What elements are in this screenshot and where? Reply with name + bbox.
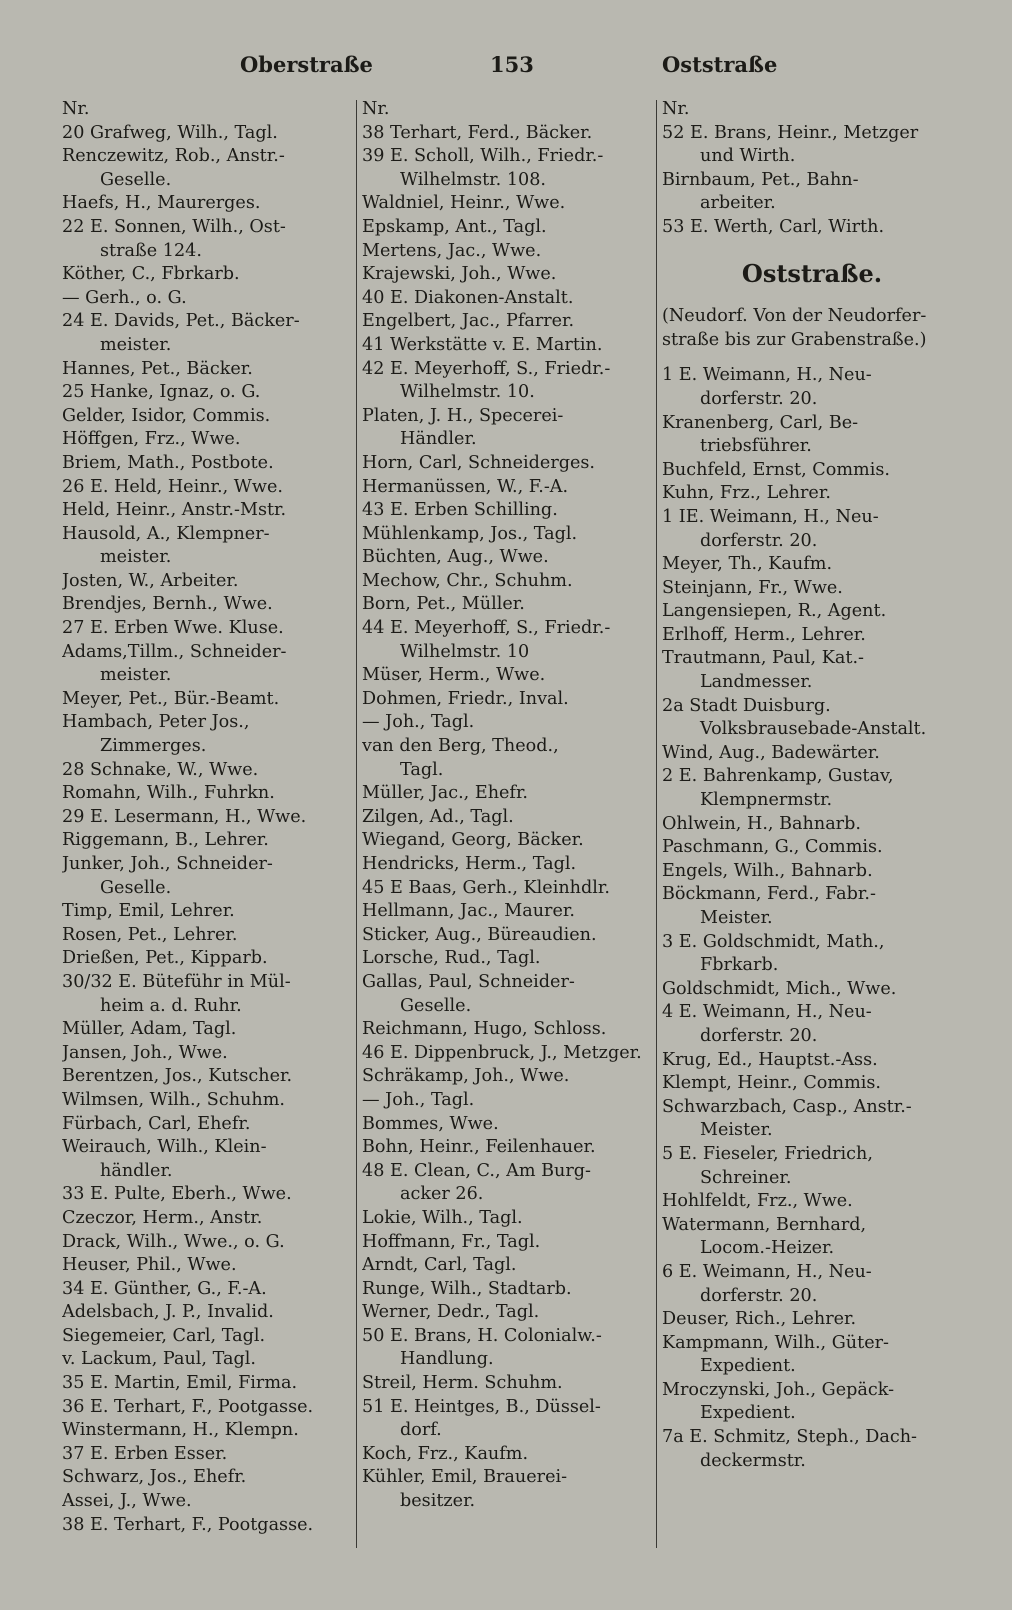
directory-entry-line: Berentzen, Jos., Kutscher. xyxy=(62,1066,293,1087)
directory-entry-line: 50 E. Brans, H. Colonialw.- xyxy=(362,1325,602,1346)
directory-entry-line: Hohlfeldt, Frz., Wwe. xyxy=(662,1191,853,1212)
directory-entry-line: Zilgen, Ad., Tagl. xyxy=(362,806,514,827)
directory-entry-line: Adelsbach, J. P., Invalid. xyxy=(62,1302,274,1323)
directory-entry-line: Meyer, Pet., Bür.-Beamt. xyxy=(62,688,280,709)
directory-entry-line: meister. xyxy=(100,547,172,568)
directory-entry-line: straße 124. xyxy=(100,240,202,261)
directory-entry-line: Drießen, Pet., Kipparb. xyxy=(62,948,268,969)
directory-entry-line: Mroczynski, Joh., Gepäck- xyxy=(662,1379,895,1400)
directory-entry-line: 51 E. Heintges, B., Düssel- xyxy=(362,1396,601,1417)
directory-entry-line: Köther, C., Fbrkarb. xyxy=(62,264,240,285)
directory-entry-line: Händler. xyxy=(400,429,477,450)
directory-entry-line: Handlung. xyxy=(400,1349,494,1370)
directory-entry-line: Mechow, Chr., Schuhm. xyxy=(362,570,573,591)
directory-entry-line: Renczewitz, Rob., Anstr.- xyxy=(62,146,285,167)
directory-entry-line: Mühlenkamp, Jos., Tagl. xyxy=(362,523,578,544)
directory-entry-line: Winstermann, H., Klempn. xyxy=(62,1420,299,1441)
directory-entry-line: Siegemeier, Carl, Tagl. xyxy=(62,1325,266,1346)
directory-entry-line: 28 Schnake, W., Wwe. xyxy=(62,759,259,780)
directory-entry-line: Müller, Jac., Ehefr. xyxy=(362,783,529,804)
directory-entry-line: Zimmerges. xyxy=(100,736,207,757)
directory-entry-line: Runge, Wilh., Stadtarb. xyxy=(362,1278,572,1299)
directory-entry-line: 53 E. Werth, Carl, Wirth. xyxy=(662,216,885,237)
directory-entry-line: Büchten, Aug., Wwe. xyxy=(362,547,549,568)
directory-entry-line: 30/32 E. Büteführ in Mül- xyxy=(62,971,291,992)
directory-entry-line: Buchfeld, Ernst, Commis. xyxy=(662,459,890,480)
directory-entry-line: Josten, W., Arbeiter. xyxy=(62,570,239,591)
directory-entry-line: Locom.-Heizer. xyxy=(700,1238,835,1259)
directory-entry-line: Goldschmidt, Mich., Wwe. xyxy=(662,978,897,999)
directory-entry-line: 48 E. Clean, C., Am Burg- xyxy=(362,1160,591,1181)
street-section-title: Oststraße. xyxy=(741,258,883,288)
directory-entry-line: Kühler, Emil, Brauerei- xyxy=(362,1467,568,1488)
directory-entry-line: Krug, Ed., Hauptst.-Ass. xyxy=(662,1049,878,1070)
directory-entry-line: Rosen, Pet., Lehrer. xyxy=(62,924,238,945)
directory-entry-line: Wilhelmstr. 10 xyxy=(400,641,530,662)
directory-entry-line: Gallas, Paul, Schneider- xyxy=(362,971,575,992)
directory-entry-line: Kampmann, Wilh., Güter- xyxy=(662,1332,889,1353)
directory-entry-line: Meyer, Th., Kaufm. xyxy=(662,554,833,575)
directory-entry-line: Nr. xyxy=(362,99,390,119)
directory-entry-line: dorferstr. 20. xyxy=(700,530,818,551)
directory-entry-line: Briem, Math., Postbote. xyxy=(62,452,274,473)
directory-entry-line: Arndt, Carl, Tagl. xyxy=(362,1255,517,1276)
directory-entry-line: Riggemann, B., Lehrer. xyxy=(62,830,269,851)
directory-entry-line: Langensiepen, R., Agent. xyxy=(662,601,887,622)
directory-entry-line: meister. xyxy=(100,334,172,355)
directory-entry-line: Dohmen, Friedr., Inval. xyxy=(362,688,569,709)
directory-entry-line: Timp, Emil, Lehrer. xyxy=(62,901,235,922)
directory-entry-line: 52 E. Brans, Heinr., Metzger xyxy=(662,122,919,143)
directory-entry-line: Müller, Adam, Tagl. xyxy=(62,1019,237,1040)
directory-entry-line: 6 E. Weimann, H., Neu- xyxy=(662,1261,872,1282)
directory-entry-line: Deuser, Rich., Lehrer. xyxy=(662,1309,857,1330)
directory-entry-line: 2a Stadt Duisburg. xyxy=(662,695,831,716)
directory-entry-line: Haefs, H., Maurerges. xyxy=(62,193,261,214)
directory-entry-line: dorf. xyxy=(400,1420,442,1441)
directory-entry-line: 35 E. Martin, Emil, Firma. xyxy=(62,1373,298,1394)
directory-entry-line: Schwarzbach, Casp., Anstr.- xyxy=(662,1096,912,1117)
directory-entry-line: 24 E. Davids, Pet., Bäcker- xyxy=(62,311,300,332)
directory-entry-line: 26 E. Held, Heinr., Wwe. xyxy=(62,476,283,497)
directory-entry-line: Drack, Wilh., Wwe., o. G. xyxy=(62,1231,285,1252)
directory-entry-line: heim a. d. Ruhr. xyxy=(100,995,242,1016)
directory-entry-line: 43 E. Erben Schilling. xyxy=(362,500,558,521)
directory-entry-line: dorferstr. 20. xyxy=(700,1285,818,1306)
directory-entry-line: Hausold, A., Klempner- xyxy=(62,523,270,544)
directory-entry-line: Geselle. xyxy=(400,995,472,1016)
directory-entry-line: meister. xyxy=(100,665,172,686)
directory-entry-line: 4 E. Weimann, H., Neu- xyxy=(662,1002,872,1023)
directory-entry-line: Watermann, Bernhard, xyxy=(662,1214,867,1235)
directory-entry-line: Schräkamp, Joh., Wwe. xyxy=(362,1066,570,1087)
directory-entry-line: Reichmann, Hugo, Schloss. xyxy=(362,1019,607,1040)
directory-entry-line: Heuser, Phil., Wwe. xyxy=(62,1255,237,1276)
directory-entry-line: Geselle. xyxy=(100,877,172,898)
directory-entry-line: Wilhelmstr. 108. xyxy=(400,169,547,190)
directory-entry-line: Held, Heinr., Anstr.-Mstr. xyxy=(62,500,287,521)
directory-entry-line: Fbrkarb. xyxy=(700,955,779,976)
page-header xyxy=(0,52,1012,86)
directory-entry-line: 38 E. Terhart, F., Pootgasse. xyxy=(62,1514,314,1535)
header-right-street: Oststraße xyxy=(662,52,778,77)
header-left-street: Oberstraße xyxy=(240,52,373,77)
directory-entry-line: 38 Terhart, Ferd., Bäcker. xyxy=(362,122,593,143)
directory-entry-line: Klempnermstr. xyxy=(700,790,833,811)
directory-entry-line: Czeczor, Herm., Anstr. xyxy=(62,1207,263,1228)
directory-entry-line: Bohn, Heinr., Feilenhauer. xyxy=(362,1137,596,1158)
directory-entry-line: Epskamp, Ant., Tagl. xyxy=(362,216,547,237)
directory-entry-line: Lokie, Wilh., Tagl. xyxy=(362,1207,523,1228)
directory-entry-line: Trautmann, Paul, Kat.- xyxy=(662,648,864,669)
directory-entry-line: Weirauch, Wilh., Klein- xyxy=(62,1137,267,1158)
directory-entry-line: 36 E. Terhart, F., Pootgasse. xyxy=(62,1396,314,1417)
directory-entry-line: und Wirth. xyxy=(700,146,796,167)
directory-entry-line: Koch, Frz., Kaufm. xyxy=(362,1443,529,1464)
directory-entry-line: Adams,Tillm., Schneider- xyxy=(62,641,287,662)
directory-entry-line: Hambach, Peter Jos., xyxy=(62,712,250,733)
directory-entry-line: Platen, J. H., Specerei- xyxy=(362,405,564,426)
directory-entry-line: Müser, Herm., Wwe. xyxy=(362,665,546,686)
directory-entry-line: 29 E. Lesermann, H., Wwe. xyxy=(62,806,307,827)
directory-entry-line: Gelder, Isidor, Commis. xyxy=(62,405,271,426)
directory-entry-line: arbeiter. xyxy=(700,193,776,214)
column-middle xyxy=(362,98,662,1514)
directory-entry-line: dorferstr. 20. xyxy=(700,388,818,409)
directory-entry-line: Waldniel, Heinr., Wwe. xyxy=(362,193,566,214)
directory-entry-line: Landmesser. xyxy=(700,672,813,693)
directory-entry-line: Jansen, Joh., Wwe. xyxy=(62,1042,228,1063)
directory-entry-line: Sticker, Aug., Büreaudien. xyxy=(362,924,597,945)
directory-entry-line: Paschmann, G., Commis. xyxy=(662,837,883,858)
directory-entry-line: Nr. xyxy=(62,99,90,119)
directory-entry-line: acker 26. xyxy=(400,1184,484,1205)
directory-entry-line: Geselle. xyxy=(100,169,172,190)
directory-entry-line: Wind, Aug., Badewärter. xyxy=(662,742,880,763)
directory-entry-line: Assei, J., Wwe. xyxy=(62,1491,192,1512)
page-number: 153 xyxy=(490,52,534,77)
directory-entry-line: van den Berg, Theod., xyxy=(362,736,559,757)
directory-entry-line: 1 E. Weimann, H., Neu- xyxy=(662,365,872,386)
directory-entry-line: Kuhn, Frz., Lehrer. xyxy=(662,483,831,504)
directory-entry-line: Steinjann, Fr., Wwe. xyxy=(662,577,843,598)
directory-entry-line: Horn, Carl, Schneiderges. xyxy=(362,452,596,473)
directory-entry-line: Bommes, Wwe. xyxy=(362,1113,499,1134)
directory-entry-line: — Joh., Tagl. xyxy=(362,1089,475,1110)
directory-entry-line: Werner, Dedr., Tagl. xyxy=(362,1302,540,1323)
directory-entry-line: Böckmann, Ferd., Fabr.- xyxy=(662,884,876,905)
directory-entry-line: 41 Werkstätte v. E. Martin. xyxy=(362,334,603,355)
directory-entry-line: händler. xyxy=(100,1160,173,1181)
directory-entry-line: Born, Pet., Müller. xyxy=(362,594,525,615)
directory-entry-line: Meister. xyxy=(700,1120,773,1141)
directory-entry-line: Streil, Herm. Schuhm. xyxy=(362,1373,563,1394)
directory-entry-line: Birnbaum, Pet., Bahn- xyxy=(662,169,859,190)
directory-entry-line: Mertens, Jac., Wwe. xyxy=(362,240,542,261)
column-right-entries-bottom xyxy=(662,364,962,1473)
street-section-subtitle: (Neudorf. Von der Neudorfer-straße bis zur Grabenstraße.) xyxy=(662,306,927,350)
directory-entry-line: 27 E. Erben Wwe. Kluse. xyxy=(62,618,284,639)
spacer xyxy=(662,352,962,364)
directory-entry-line: Wilhelmstr. 10. xyxy=(400,382,535,403)
directory-entry-line: Wilmsen, Wilh., Schuhm. xyxy=(62,1089,285,1110)
directory-entry-line: 33 E. Pulte, Eberh., Wwe. xyxy=(62,1184,292,1205)
directory-entry-line: Schreiner. xyxy=(700,1167,792,1188)
directory-entry-line: Fürbach, Carl, Ehefr. xyxy=(62,1113,251,1134)
directory-entry-line: — Gerh., o. G. xyxy=(62,287,187,308)
directory-entry-line: Meister. xyxy=(700,908,773,928)
directory-entry-line: dorferstr. 20. xyxy=(700,1025,818,1046)
directory-entry-line: 44 E. Meyerhoff, S., Friedr.- xyxy=(362,618,611,639)
directory-entry-line: 40 E. Diakonen-Anstalt. xyxy=(362,287,574,308)
directory-entry-line: Erlhoff, Herm., Lehrer. xyxy=(662,624,866,645)
directory-entry-line: 3 E. Goldschmidt, Math., xyxy=(662,931,885,952)
directory-entry-line: 22 E. Sonnen, Wilh., Ost- xyxy=(62,216,286,237)
directory-entry-line: 34 E. Günther, G., F.-A. xyxy=(62,1278,267,1299)
directory-entry-line: Engelbert, Jac., Pfarrer. xyxy=(362,311,575,332)
directory-entry-line: Brendjes, Bernh., Wwe. xyxy=(62,594,273,615)
directory-entry-line: Schwarz, Jos., Ehefr. xyxy=(62,1467,247,1488)
directory-entry-line: 1 IE. Weimann, H., Neu- xyxy=(662,506,879,527)
directory-entry-line: 39 E. Scholl, Wilh., Friedr.- xyxy=(362,146,604,167)
column-right-entries-top xyxy=(662,98,962,240)
directory-entry-line: Lorsche, Rud., Tagl. xyxy=(362,948,541,969)
directory-entry-line: Nr. xyxy=(662,99,690,119)
directory-entry-line: Wiegand, Georg, Bäcker. xyxy=(362,830,584,851)
directory-entry-line: Hendricks, Herm., Tagl. xyxy=(362,854,577,874)
column-divider xyxy=(356,100,357,1548)
directory-entry-line: besitzer. xyxy=(400,1491,476,1512)
directory-entry-line: triebsführer. xyxy=(700,436,812,457)
directory-entry-line: Hannes, Pet., Bäcker. xyxy=(62,358,253,379)
directory-entry-line: 20 Grafweg, Wilh., Tagl. xyxy=(62,122,278,143)
directory-entry-line: v. Lackum, Paul, Tagl. xyxy=(62,1349,256,1370)
directory-entry-line: 2 E. Bahrenkamp, Gustav, xyxy=(662,766,894,787)
directory-entry-line: Romahn, Wilh., Fuhrkn. xyxy=(62,783,275,804)
directory-entry-line: Kranenberg, Carl, Be- xyxy=(662,412,859,433)
directory-entry-line: deckermstr. xyxy=(700,1450,806,1471)
directory-entry-line: Ohlwein, H., Bahnarb. xyxy=(662,813,861,834)
directory-entry-line: Junker, Joh., Schneider- xyxy=(62,854,273,874)
directory-entry-line: 25 Hanke, Ignaz, o. G. xyxy=(62,382,261,403)
directory-entry-line: 5 E. Fieseler, Friedrich, xyxy=(662,1143,873,1164)
directory-entry-line: Krajewski, Joh., Wwe. xyxy=(362,264,557,285)
column-left xyxy=(62,98,356,1537)
directory-entry-line: Volksbrausebade-Anstalt. xyxy=(700,719,927,740)
directory-entry-line: Expedient. xyxy=(700,1403,796,1424)
directory-entry-line: Tagl. xyxy=(400,759,444,780)
directory-entry-line: Höffgen, Frz., Wwe. xyxy=(62,429,241,450)
directory-entry-line: Hermanüssen, W., F.-A. xyxy=(362,476,569,497)
directory-entry-line: Klempt, Heinr., Commis. xyxy=(662,1073,882,1094)
directory-entry-line: Hellmann, Jac., Maurer. xyxy=(362,901,575,922)
directory-entry-line: 37 E. Erben Esser. xyxy=(62,1443,228,1464)
directory-entry-line: Hoffmann, Fr., Tagl. xyxy=(362,1231,541,1252)
directory-entry-line: 45 E Baas, Gerh., Kleinhdlr. xyxy=(362,877,610,898)
directory-entry-line: Engels, Wilh., Bahnarb. xyxy=(662,860,873,881)
directory-entry-line: 7a E. Schmitz, Steph., Dach- xyxy=(662,1427,918,1448)
directory-entry-line: Expedient. xyxy=(700,1356,796,1377)
directory-entry-line: 46 E. Dippenbruck, J., Metzger. xyxy=(362,1042,642,1063)
directory-entry-line: — Joh., Tagl. xyxy=(362,712,475,733)
column-right xyxy=(662,98,962,1473)
directory-entry-line: 42 E. Meyerhoff, S., Friedr.- xyxy=(362,358,611,379)
